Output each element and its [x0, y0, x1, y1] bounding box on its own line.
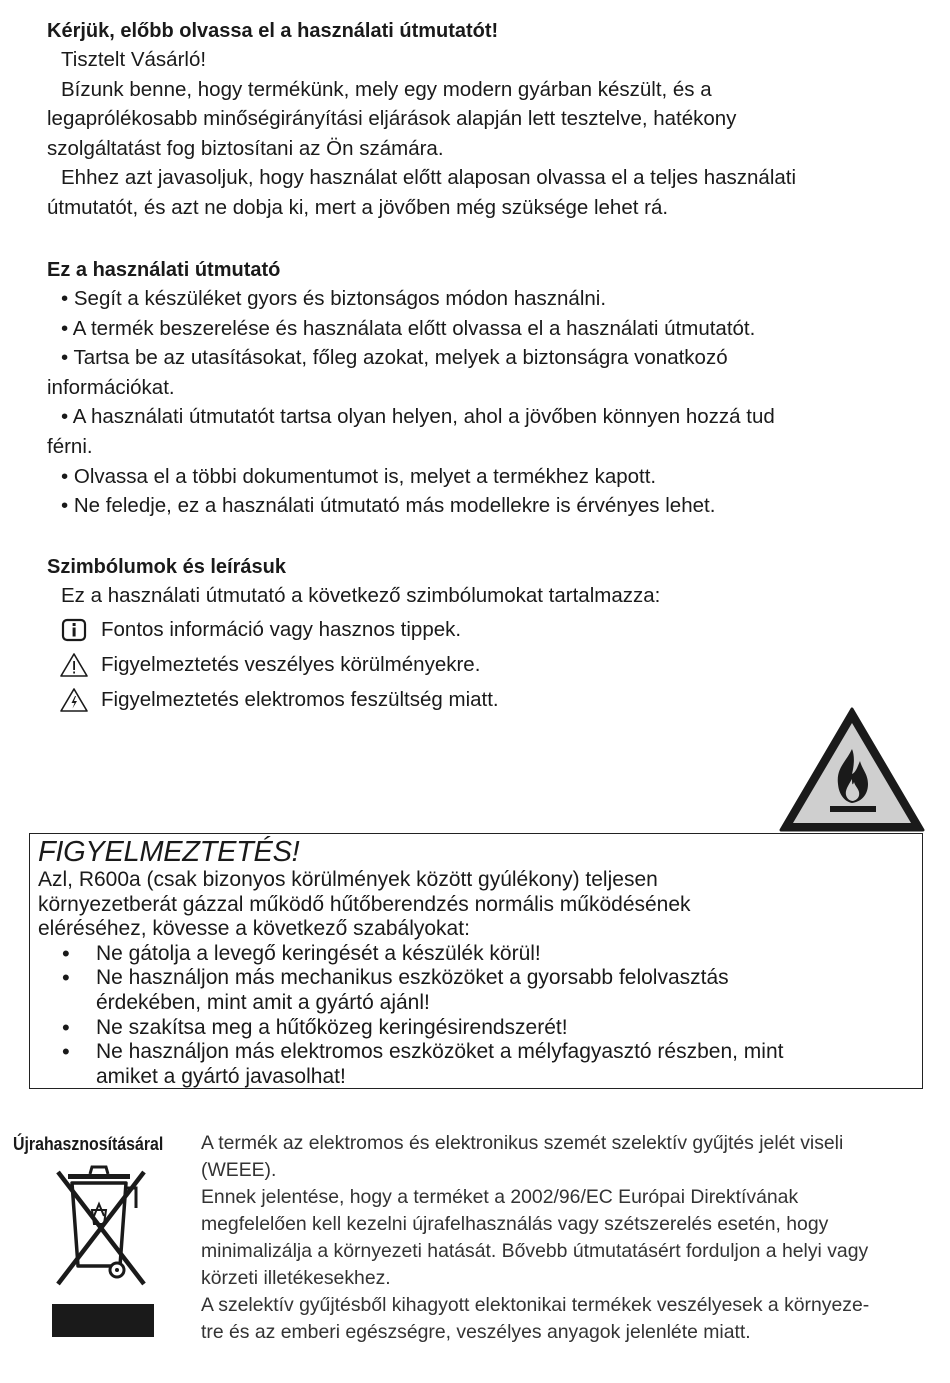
recycling-line: (WEEE).	[201, 1159, 277, 1181]
recycling-line: körzeti illetékesekhez.	[201, 1267, 391, 1289]
recycling-line: megfelelően kell kezelni újrafelhasználás vagy szétszerelés esetén, hogy	[201, 1213, 829, 1235]
recycling-label: Újrahasznosításáral	[13, 1133, 164, 1154]
recycling-line: tre és az emberi egészségre, veszélyes anyagok jelenléte miatt.	[201, 1321, 751, 1343]
warning-rule	[38, 942, 912, 967]
bullet: •	[62, 1039, 70, 1065]
intro-para1-line1: Bízunk benne, hogy termékünk, mely egy modern gyárban készült, és a	[61, 77, 712, 101]
intro-para1-line2: legaprólékosabb minőségirányítási eljárások alapján lett tesztelve, hatékony	[47, 107, 737, 131]
warning-rule-line2: amiket a gyártó javasolhat!	[96, 1064, 346, 1088]
intro-para1-line3: szolgáltatást fog biztosítani az Ön számára.	[47, 136, 444, 160]
recycling-line: A termék az elektromos és elektronikus szemét szelektív gyűjtés jelét viseli	[201, 1132, 844, 1154]
warning-title: FIGYELMEZTETÉS!	[38, 836, 300, 868]
intro-para2-line2: útmutatót, és azt ne dobja ki, mert a jövőben még szüksége lehet rá.	[47, 195, 669, 219]
recycling-line: Ennek jelentése, hogy a terméket a 2002/96/EC Európai Direktívának	[201, 1186, 799, 1208]
bullet: •	[62, 965, 70, 991]
symbol-row-info	[47, 613, 927, 648]
bullet: •	[62, 1014, 70, 1040]
symbols-section	[47, 553, 927, 718]
symbol-electric-label: Figyelmeztetés elektromos feszültség miatt.	[101, 688, 499, 712]
warning-rule-line1: Ne használjon más mechanikus eszközöket a gyorsabb felolvasztás	[96, 966, 729, 990]
symbol-row-warning	[47, 648, 927, 683]
bullet: •	[62, 940, 70, 966]
warning-rule-line1: Ne szakítsa meg a hűtőközeg keringésirendszerét!	[96, 1015, 568, 1039]
guide-item-4-line2: férni.	[47, 434, 93, 458]
warning-rule	[38, 1016, 912, 1041]
warning-rule	[38, 966, 912, 1015]
symbols-intro: Ez a használati útmutató a következő szimbólumokat tartalmazza:	[61, 584, 661, 607]
greeting: Tisztelt Vásárló!	[61, 48, 207, 71]
symbols-heading: Szimbólumok és leírásuk	[47, 556, 286, 578]
warning-rule	[38, 1040, 912, 1089]
recycling-text	[201, 1130, 949, 1346]
guide-section	[47, 256, 927, 521]
warning-rule-line1: Ne használjon más elektromos eszközöket a mélyfagyasztó részben, mint	[96, 1040, 784, 1064]
intro-heading: Kérjük, előbb olvassa el a használati útmutatót!	[47, 20, 499, 42]
guide-item-3-line1: • Tartsa be az utasításokat, főleg azokat, melyek a biztonságra vonatkozó	[61, 346, 728, 370]
warning-triangle-icon	[59, 652, 89, 678]
symbol-warning-label: Figyelmeztetés veszélyes körülményekre.	[101, 653, 481, 677]
guide-item-2: • A termék beszerelése és használata előtt olvassa el a használati útmutatót.	[61, 316, 756, 340]
warning-rules-list	[38, 942, 912, 1090]
info-icon	[59, 617, 89, 643]
intro-para2-line1: Ehhez azt javasoljuk, hogy használat előtt alaposan olvassa el a teljes használati	[61, 166, 797, 190]
warning-rule-line1: Ne gátolja a levegő keringését a készülék körül!	[96, 941, 541, 965]
flammable-warning-icon	[778, 706, 926, 834]
guide-item-5: • Olvassa el a többi dokumentumot is, melyet a termékhez kapott.	[61, 464, 657, 488]
warning-line-3: eléréséhez, kövesse a következő szabályokat:	[38, 917, 470, 941]
weee-crossed-bin-icon	[44, 1158, 162, 1341]
guide-item-1: • Segít a készüléket gyors és biztonságos módon használni.	[61, 287, 607, 310]
recycling-line: minimalizálja a környezeti hatását. Bővebb útmutatásért forduljon a helyi vagy	[201, 1240, 869, 1262]
symbol-info-label: Fontos információ vagy hasznos tippek.	[101, 618, 462, 642]
electric-warning-icon	[59, 687, 89, 713]
intro-section	[47, 17, 927, 223]
guide-item-3-line2: információkat.	[47, 375, 175, 399]
guide-item-4-line1: • A használati útmutatót tartsa olyan helyen, ahol a jövőben könnyen hozzá tud	[61, 405, 775, 429]
warning-rule-line2: érdekében, mint amit a gyártó ajánl!	[96, 990, 430, 1014]
warning-line-1: Azl, R600a (csak bizonyos körülmények között gyúlékony) teljesen	[38, 868, 658, 891]
guide-heading: Ez a használati útmutató	[47, 259, 281, 281]
warning-box	[29, 833, 923, 1089]
recycling-line: A szelektív gyűjtésből kihagyott elektonikai termékek veszélyesek a környeze-	[201, 1294, 870, 1316]
guide-item-6: • Ne feledje, ez a használati útmutató más modellekre is érvényes lehet.	[61, 494, 716, 518]
warning-line-2: környezetberát gázzal működő hűtőberendzés normális működésének	[38, 892, 691, 916]
